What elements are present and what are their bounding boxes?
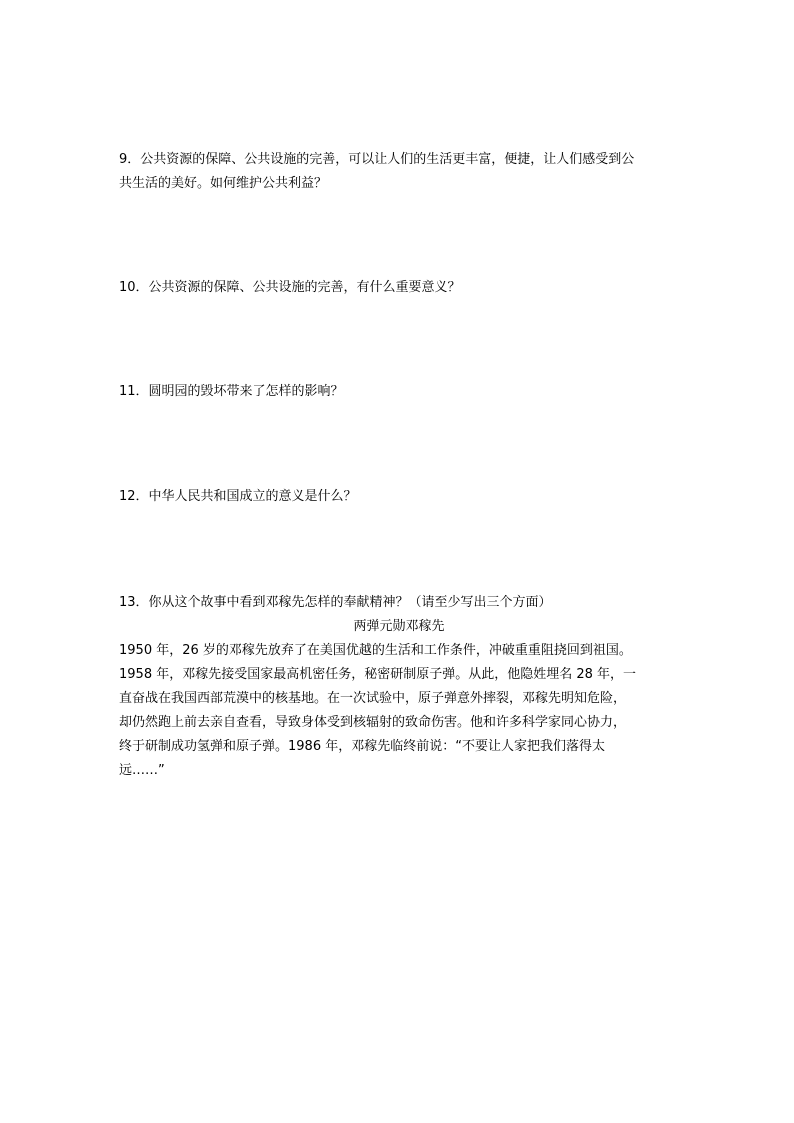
story-line-2: 1958 年，邓稼先接受国家最高机密任务，秘密研制原子弹。从此，他隐姓埋名 28 年，一 [119,667,637,682]
story-line-5: 终于研制成功氢弹和原子弹。1986 年，邓稼先临终前说：“不要让人家把我们落得太 [119,739,605,754]
question-9-line-2: 共生活的美好。如何维护公共利益？ [119,176,328,191]
story-line-3: 直奋战在我国西部荒漠中的核基地。在一次试验中，原子弹意外摔裂，邓稼先明知危险， [119,691,627,706]
story-body [119,639,675,783]
story-line-6: 远……” [119,763,165,778]
story-line-4: 却仍然跑上前去亲自查看，导致身体受到核辐射的致命伤害。他和许多科学家同心协力， [119,715,627,730]
question-10: 10．公共资源的保障、公共设施的完善，有什么重要意义？ [119,280,461,295]
question-12: 12．中华人民共和国成立的意义是什么？ [119,489,357,504]
question-9-line-1: 9．公共资源的保障、公共设施的完善，可以让人们的生活更丰富，便捷，让人们感受到公 [119,152,635,167]
question-11: 11．圆明园的毁坏带来了怎样的影响？ [119,384,344,399]
story-title: 两弹元勋邓稼先 [353,619,445,634]
question-9 [119,148,679,196]
question-13: 13．你从这个故事中看到邓稼先怎样的奉献精神？（请至少写出三个方面） [119,595,552,610]
story-line-1: 1950 年，26 岁的邓稼先放弃了在美国优越的生活和工作条件，冲破重重阻挠回到祖国。 [119,643,632,658]
